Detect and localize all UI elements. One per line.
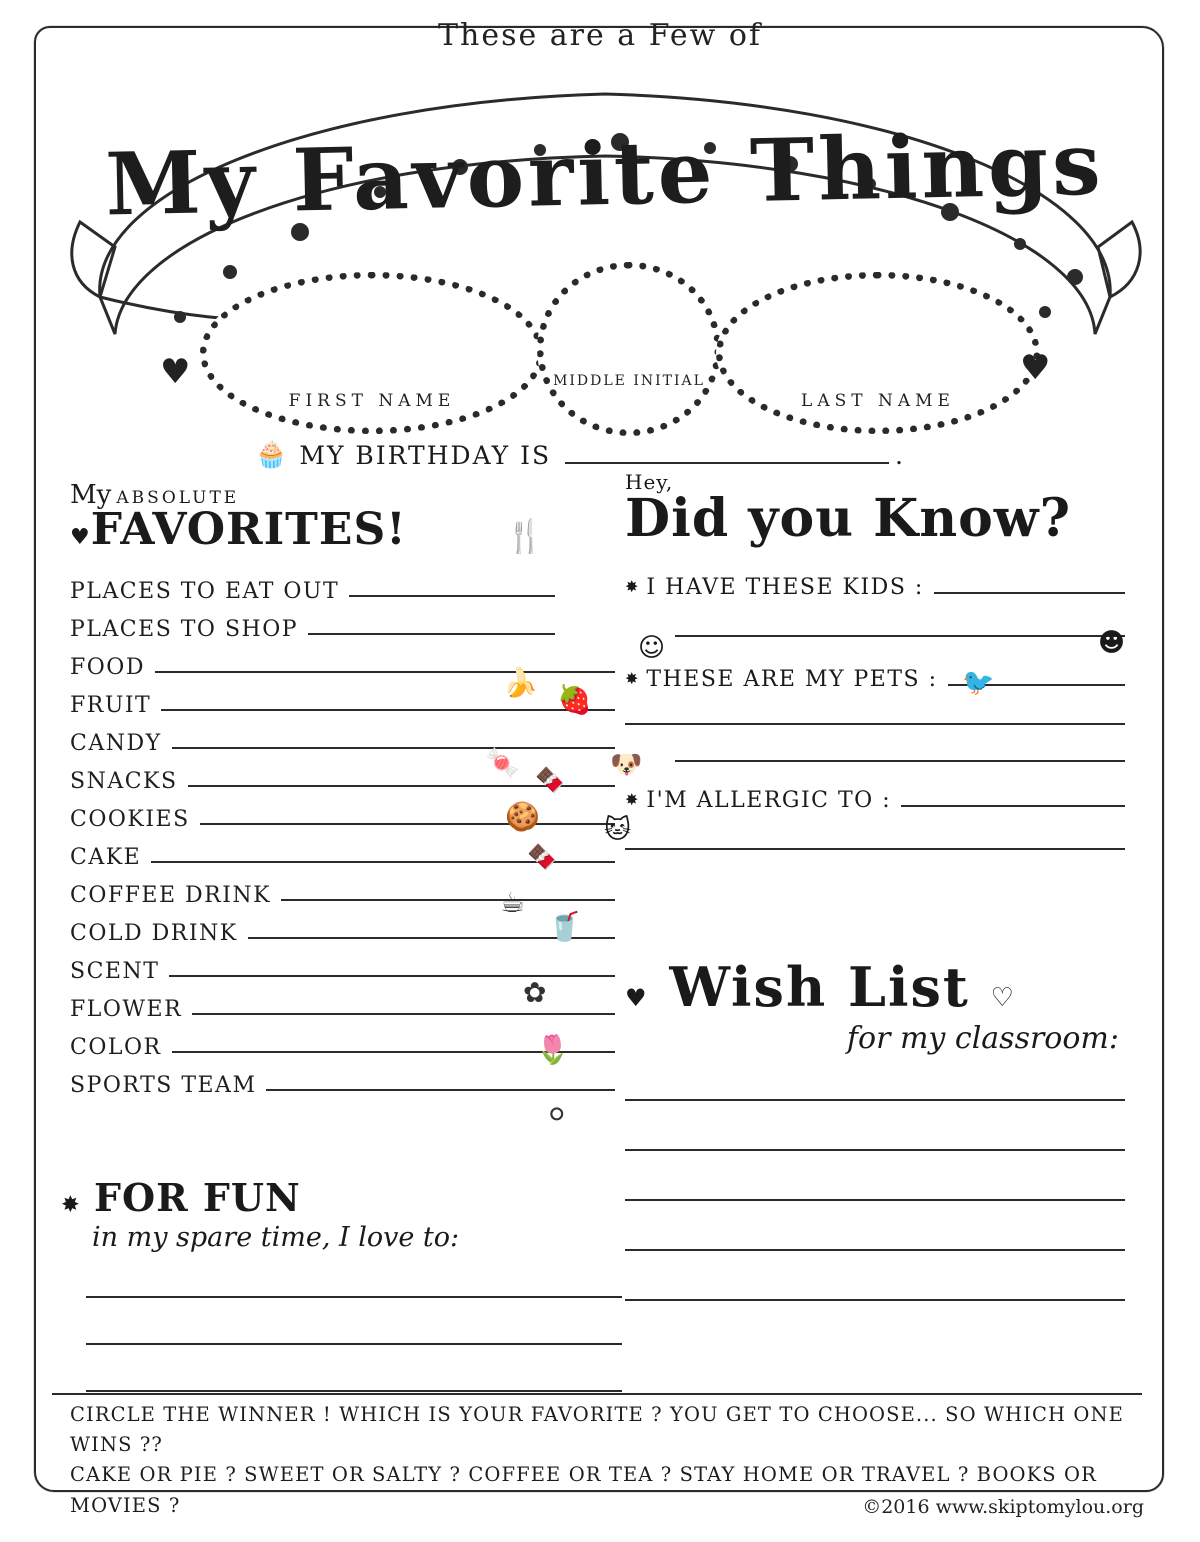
birthday-label: MY BIRTHDAY IS: [299, 441, 552, 470]
favorites-item-label: FRUIT: [70, 693, 152, 718]
kids-input[interactable]: [934, 591, 1125, 594]
header-arc-text: These are a Few of: [437, 18, 763, 53]
favorites-item-label: COOKIES: [70, 807, 190, 832]
favorites-item-label: SNACKS: [70, 769, 178, 794]
wish-list-line-input[interactable]: [625, 1248, 1125, 1251]
footer-line-1: CIRCLE THE WINNER ! WHICH IS YOUR FAVORITE ? YOU GET TO CHOOSE... SO WHICH ONE WINS ??: [70, 1403, 1125, 1457]
cookie-icon: 🍪: [505, 800, 540, 833]
last-name-field[interactable]: [716, 272, 1040, 434]
wish-list-line-input[interactable]: [625, 1098, 1125, 1101]
kids-extra-line-input[interactable]: [675, 634, 1125, 637]
favorites-item-label: COLOR: [70, 1035, 162, 1060]
footer-line-2: CAKE OR PIE ? SWEET OR SALTY ? COFFEE OR TEA ? STAY HOME OR TRAVEL ? BOOKS OR MOVIES ?: [70, 1463, 1097, 1517]
heart-icon: ♥: [1020, 348, 1051, 388]
wish-list-title-row: [625, 955, 1125, 1019]
coffee-mug-icon: ☕: [500, 886, 526, 919]
for-fun-title: FOR FUN: [94, 1175, 301, 1220]
bird-icon: 🐦: [962, 668, 995, 698]
favorites-item-label: SCENT: [70, 959, 160, 984]
star-icon: ✸: [625, 577, 639, 596]
star-icon: ✸: [625, 669, 639, 688]
middle-initial-label: MIDDLE INITIAL: [553, 373, 705, 389]
wish-list-title: Wish List: [669, 955, 970, 1019]
wish-list-subtitle: for my classroom:: [846, 1021, 1119, 1056]
wish-list-line-input[interactable]: [625, 1298, 1125, 1301]
favorites-item-label: COLD DRINK: [70, 921, 238, 946]
page-title: My Favorite Things: [104, 113, 1106, 236]
for-fun-subtitle: in my spare time, I love to:: [92, 1222, 460, 1253]
pets-line-input[interactable]: [625, 722, 1125, 725]
last-name-label: LAST NAME: [801, 391, 955, 411]
favorites-item-label: CANDY: [70, 731, 162, 756]
star-icon: ✸: [62, 1192, 80, 1216]
favorites-item-label: CAKE: [70, 845, 142, 870]
juice-glass-icon: 🥤: [547, 910, 582, 943]
pets-question: [625, 667, 1125, 692]
did-you-know-section: [625, 470, 1125, 850]
cupcake-icon: 🧁: [255, 440, 290, 470]
middle-initial-field[interactable]: [537, 262, 721, 436]
boy-face-icon: ☺: [638, 633, 666, 663]
favorites-item-label: PLACES TO EAT OUT: [70, 579, 340, 604]
wrapped-candy-icon: 🍬: [485, 746, 520, 779]
favorites-item-label: PLACES TO SHOP: [70, 617, 299, 642]
heart-icon: ♥: [625, 983, 649, 1012]
did-you-know-hey: Hey,: [625, 470, 674, 494]
first-name-label: FIRST NAME: [288, 391, 456, 411]
birthday-row: [255, 440, 905, 470]
allergy-label: I'M ALLERGIC TO :: [646, 788, 892, 813]
heart-icon: ♥: [70, 524, 91, 550]
tulip-icon: 🌷: [535, 1033, 570, 1066]
birthday-period: .: [895, 441, 905, 470]
wish-list-lines: [625, 1098, 1125, 1301]
header: [0, 0, 1200, 470]
favorites-item-label: COFFEE DRINK: [70, 883, 272, 908]
favorites-item-label: FOOD: [70, 655, 145, 680]
wish-list-line-input[interactable]: [625, 1148, 1125, 1151]
first-name-field[interactable]: [200, 272, 544, 434]
girl-face-icon: ☻: [1098, 628, 1126, 658]
for-fun-line-input[interactable]: [86, 1295, 622, 1298]
heart-icon: ♥: [160, 352, 191, 392]
allergy-line-input[interactable]: [625, 847, 1125, 850]
pets-label: THESE ARE MY PETS :: [646, 667, 938, 692]
pets-line-input[interactable]: [675, 759, 1125, 762]
wish-list-section: [625, 955, 1125, 1348]
footer-divider: [52, 1392, 1142, 1395]
dog-icon: 🐶: [610, 750, 643, 780]
allergy-input[interactable]: [901, 804, 1125, 807]
heart-arrow-icon: ♡: [990, 983, 1016, 1013]
for-fun-title-row: [62, 1175, 622, 1220]
flower-icon: ✿: [523, 976, 547, 1009]
cat-icon: 🐱: [604, 815, 632, 845]
favorites-item-label: SPORTS TEAM: [70, 1073, 257, 1098]
strawberry-icon: 🍓: [557, 683, 592, 716]
did-you-know-title: Did you Know?: [625, 488, 1072, 549]
candy-bar-icon: 🍫: [535, 766, 565, 794]
for-fun-section: [62, 1175, 622, 1436]
kids-label: I HAVE THESE KIDS :: [646, 575, 924, 600]
favorites-item-label: FLOWER: [70, 997, 183, 1022]
birthday-input[interactable]: [565, 461, 889, 464]
copyright-credit: ©2016 www.skiptomylou.org: [862, 1496, 1144, 1518]
ball-icon: ⚪: [545, 1098, 569, 1131]
for-fun-lines: [62, 1295, 622, 1392]
for-fun-line-input[interactable]: [86, 1342, 622, 1345]
fork-and-spoon-icon: 🍴: [505, 517, 545, 555]
favorites-heading-small: ABSOLUTE: [116, 488, 240, 508]
chocolate-bar-icon: 🍫: [527, 843, 557, 871]
kids-question: [625, 575, 1125, 600]
allergy-question: [625, 788, 1125, 813]
favorites-heading-pre: My: [70, 480, 112, 510]
banana-icon: 🍌: [503, 666, 538, 699]
wish-list-line-input[interactable]: [625, 1198, 1125, 1201]
star-icon: ✸: [625, 790, 639, 809]
favorites-heading-main: FAVORITES!: [90, 504, 407, 555]
